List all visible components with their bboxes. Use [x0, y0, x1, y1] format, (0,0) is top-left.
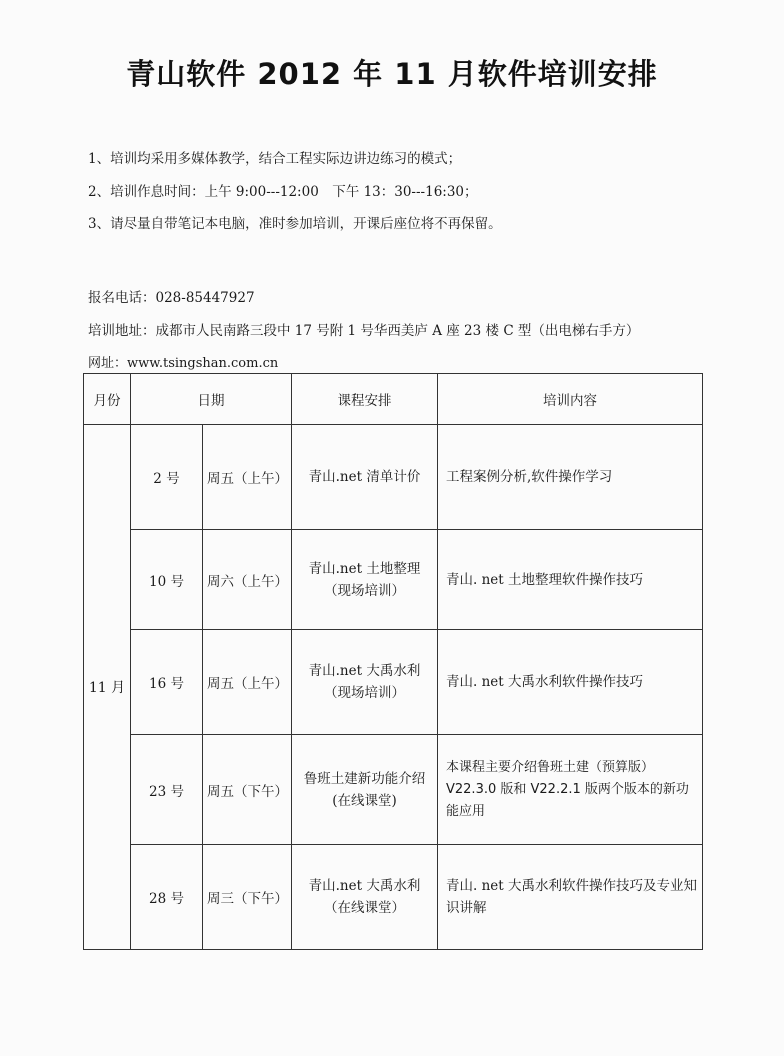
course-cell: 青山.net 大禹水利（现场培训） [292, 630, 438, 735]
weekday-cell: 周五（上午） [203, 630, 292, 735]
content-cell: 青山. net 土地整理软件操作技巧 [438, 530, 703, 630]
document-title: 青山软件 2012 年 11 月软件培训安排 [126, 57, 658, 91]
weekday-cell: 周五（上午） [203, 425, 292, 530]
note-3: 3、请尽量自带笔记本电脑，准时参加培训，开课后座位将不再保留。 [88, 216, 502, 232]
table-row [84, 630, 703, 735]
content-cell: 本课程主要介绍鲁班土建（预算版）V22.3.0 版和 V22.2.1 版两个版本的新功能应用 [438, 735, 703, 845]
table-row [84, 735, 703, 845]
schedule-table [83, 373, 703, 950]
course-cell: 青山.net 大禹水利（在线课堂） [292, 845, 438, 950]
day-cell: 28 号 [131, 845, 203, 950]
table-row [84, 530, 703, 630]
day-cell: 23 号 [131, 735, 203, 845]
weekday-cell: 周三（下午） [203, 845, 292, 950]
header-date: 日期 [131, 374, 292, 425]
table-row [84, 845, 703, 950]
month-cell: 11 月 [84, 425, 131, 950]
day-cell: 2 号 [131, 425, 203, 530]
content-cell: 青山. net 大禹水利软件操作技巧及专业知识讲解 [438, 845, 703, 950]
course-cell: 鲁班土建新功能介绍(在线课堂) [292, 735, 438, 845]
contact-info [88, 282, 639, 348]
address-line: 培训地址：成都市人民南路三段中 17 号附 1 号华西美庐 A 座 23 楼 C 型（出电梯右手方） [88, 323, 640, 339]
course-cell: 青山.net 土地整理（现场培训） [292, 530, 438, 630]
course-cell: 青山.net 清单计价 [292, 425, 438, 530]
note-2: 2、培训作息时间：上午 9:00---12:00 下午 13：30---16:30； [88, 183, 478, 200]
content-cell: 工程案例分析,软件操作学习 [438, 425, 703, 530]
phone-line: 报名电话：028-85447927 [88, 290, 255, 306]
day-cell: 10 号 [131, 530, 203, 630]
day-cell: 16 号 [131, 630, 203, 735]
notes-list [88, 143, 502, 241]
header-course: 课程安排 [292, 374, 438, 425]
table-row [84, 425, 703, 530]
website-line: 网址：www.tsingshan.com.cn [88, 356, 279, 371]
weekday-cell: 周六（上午） [203, 530, 292, 630]
weekday-cell: 周五（下午） [203, 735, 292, 845]
header-content: 培训内容 [438, 374, 703, 425]
content-cell: 青山. net 大禹水利软件操作技巧 [438, 630, 703, 735]
table-header-row [84, 374, 703, 425]
header-month: 月份 [84, 374, 131, 425]
note-1: 1、培训均采用多媒体教学，结合工程实际边讲边练习的模式； [88, 151, 462, 167]
